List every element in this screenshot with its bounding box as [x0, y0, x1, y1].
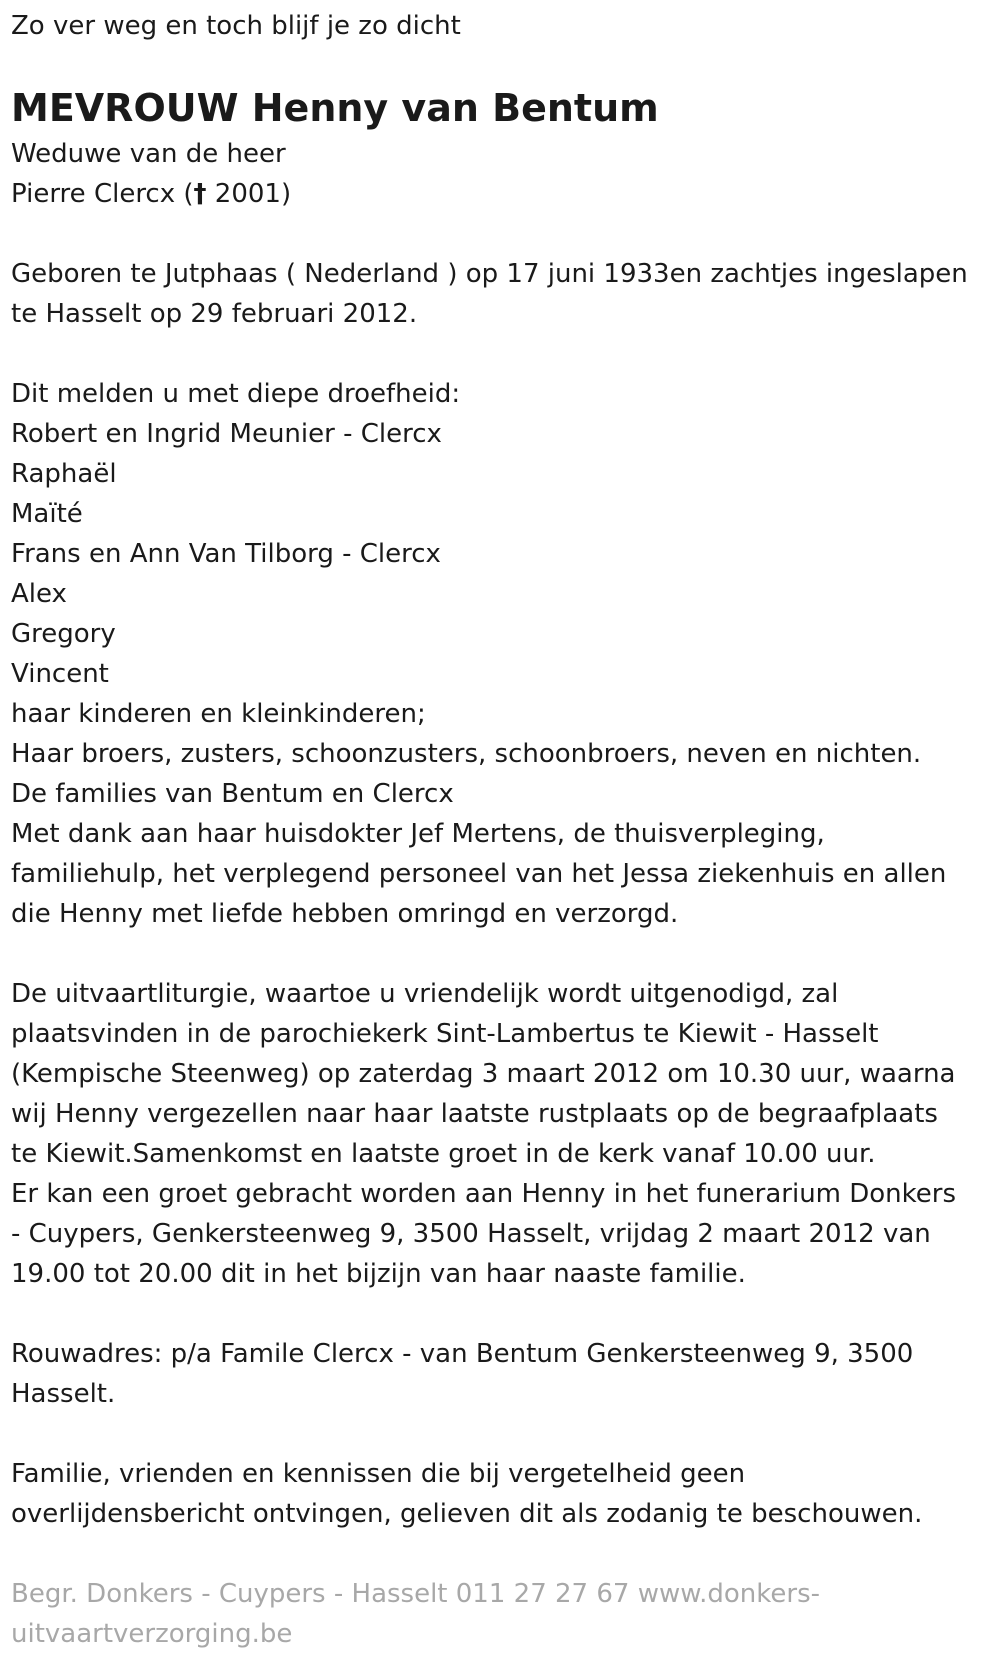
- family-line: haar kinderen en kleinkinderen;: [11, 699, 426, 729]
- motto: Zo ver weg en toch blijf je zo dicht: [11, 11, 461, 41]
- family-block: [11, 374, 990, 934]
- family-line: Raphaël: [11, 459, 117, 489]
- notice-block: [11, 1454, 990, 1534]
- family-line: Haar broers, zusters, schoonzusters, schoonbroers, neven en nichten.: [11, 739, 922, 769]
- birth-line: te Hasselt op 29 februari 2012.: [11, 299, 418, 329]
- footer-line: uitvaartverzorging.be: [11, 1619, 293, 1649]
- family-line: Maïté: [11, 499, 83, 529]
- ceremony-line: wij Henny vergezellen naar haar laatste rustplaats op de begraafplaats: [11, 1099, 938, 1129]
- address-line: Rouwadres: p/a Famile Clercx - van Bentum Genkersteenweg 9, 3500: [11, 1339, 914, 1369]
- spouse-line-2: [11, 174, 990, 214]
- spouse-block: [11, 134, 990, 214]
- funeral-director-footer: [11, 1574, 990, 1654]
- spouse-death-year: 2001): [206, 179, 292, 209]
- notice-line: overlijdensbericht ontvingen, gelieven dit als zodanig te beschouwen.: [11, 1499, 923, 1529]
- ceremony-line: te Kiewit.Samenkomst en laatste groet in de kerk vanaf 10.00 uur.: [11, 1139, 876, 1169]
- family-line: familiehulp, het verplegend personeel van het Jessa ziekenhuis en allen: [11, 859, 947, 889]
- family-line: Robert en Ingrid Meunier - Clercx: [11, 419, 442, 449]
- family-line: Gregory: [11, 619, 116, 649]
- family-line: Vincent: [11, 659, 109, 689]
- family-line: die Henny met liefde hebben omringd en verzorgd.: [11, 899, 679, 929]
- ceremony-line: Er kan een groet gebracht worden aan Henny in het funerarium Donkers: [11, 1179, 957, 1209]
- deceased-name: MEVROUW Henny van Bentum: [11, 86, 659, 130]
- family-line: Frans en Ann Van Tilborg - Clercx: [11, 539, 441, 569]
- address-line: Hasselt.: [11, 1379, 116, 1409]
- ceremony-line: 19.00 tot 20.00 dit in het bijzijn van haar naaste familie.: [11, 1259, 746, 1289]
- cross-icon: †: [193, 179, 207, 209]
- spouse-name: Pierre Clercx (: [11, 179, 194, 209]
- family-line: Alex: [11, 579, 67, 609]
- ceremony-line: De uitvaartliturgie, waartoe u vriendelijk wordt uitgenodigd, zal: [11, 979, 839, 1009]
- birth-line: Geboren te Jutphaas ( Nederland ) op 17 juni 1933en zachtjes ingeslapen: [11, 259, 968, 289]
- birth-block: [11, 254, 990, 334]
- ceremony-block: [11, 974, 990, 1294]
- notice-line: Familie, vrienden en kennissen die bij vergetelheid geen: [11, 1459, 746, 1489]
- family-line: Met dank aan haar huisdokter Jef Mertens, de thuisverpleging,: [11, 819, 825, 849]
- ceremony-line: (Kempische Steenweg) op zaterdag 3 maart 2012 om 10.30 uur, waarna: [11, 1059, 956, 1089]
- family-line: Dit melden u met diepe droefheid:: [11, 379, 461, 409]
- footer-line: Begr. Donkers - Cuypers - Hasselt 011 27 27 67 www.donkers-: [11, 1579, 821, 1609]
- family-line: De families van Bentum en Clercx: [11, 779, 454, 809]
- ceremony-line: - Cuypers, Genkersteenweg 9, 3500 Hasselt, vrijdag 2 maart 2012 van: [11, 1219, 931, 1249]
- ceremony-line: plaatsvinden in de parochiekerk Sint-Lambertus te Kiewit - Hasselt: [11, 1019, 879, 1049]
- spouse-line-1: Weduwe van de heer: [11, 139, 286, 169]
- address-block: [11, 1334, 990, 1414]
